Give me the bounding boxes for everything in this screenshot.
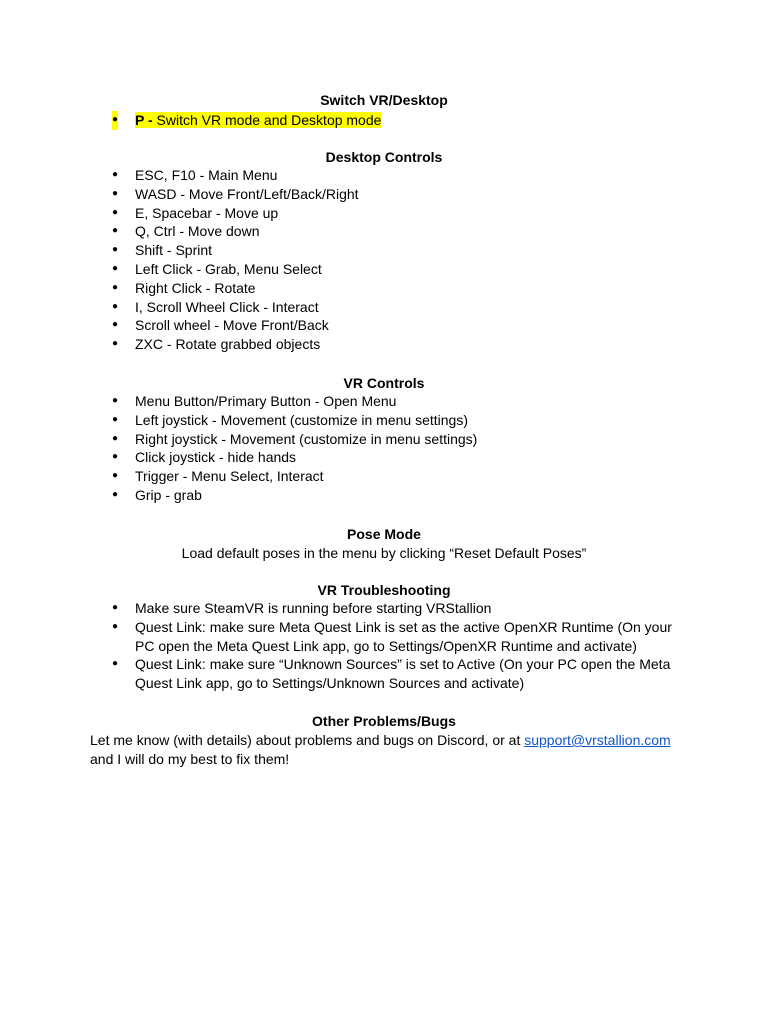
switch-key: P - bbox=[135, 112, 157, 128]
switch-list bbox=[112, 111, 672, 130]
list-item: ● Left joystick - Movement (customize in menu settings) bbox=[112, 411, 672, 430]
list-item: ● Click joystick - hide hands bbox=[112, 448, 672, 467]
other-text bbox=[90, 731, 680, 769]
other-heading: Other Problems/Bugs bbox=[312, 713, 456, 729]
vr-heading: VR Controls bbox=[343, 375, 425, 391]
list-item: ● ZXC - Rotate grabbed objects bbox=[112, 335, 672, 354]
list-item: ● Quest Link: make sure “Unknown Sources” is set to Active (On your PC open the Meta Quest Link app, go to Settings/Unknown Sources and activate) bbox=[112, 655, 672, 693]
list-item: ● WASD - Move Front/Left/Back/Right bbox=[112, 185, 672, 204]
list-item: ● ESC, F10 - Main Menu bbox=[112, 166, 672, 185]
list-item: ● Trigger - Menu Select, Interact bbox=[112, 467, 672, 486]
switch-text: Switch VR mode and Desktop mode bbox=[156, 112, 382, 128]
list-item: ● Right joystick - Movement (customize in menu settings) bbox=[112, 430, 672, 449]
list-item: ● Scroll wheel - Move Front/Back bbox=[112, 316, 672, 335]
list-item: ● Right Click - Rotate bbox=[112, 279, 672, 298]
desktop-heading: Desktop Controls bbox=[325, 149, 443, 165]
desktop-list bbox=[112, 166, 672, 354]
list-item: ● Make sure SteamVR is running before starting VRStallion bbox=[112, 599, 672, 618]
other-text-after: and I will do my best to fix them! bbox=[90, 751, 290, 767]
switch-heading: Switch VR/Desktop bbox=[320, 92, 448, 108]
support-email-link[interactable]: support@vrstallion.com bbox=[524, 732, 671, 748]
list-item bbox=[112, 111, 672, 130]
list-item: ● Shift - Sprint bbox=[112, 241, 672, 260]
list-item: ● Q, Ctrl - Move down bbox=[112, 222, 672, 241]
list-item: ● E, Spacebar - Move up bbox=[112, 204, 672, 223]
list-item: ● Quest Link: make sure Meta Quest Link is set as the active OpenXR Runtime (On your PC open the Meta Quest Link app, go to Settings/OpenXR Runtime and activate) bbox=[112, 618, 672, 656]
list-item: ● Menu Button/Primary Button - Open Menu bbox=[112, 392, 672, 411]
troubleshooting-list bbox=[112, 599, 672, 693]
vr-list bbox=[112, 392, 672, 505]
list-item: ● Grip - grab bbox=[112, 486, 672, 505]
list-item: ● I, Scroll Wheel Click - Interact bbox=[112, 298, 672, 317]
other-text-before: Let me know (with details) about problems and bugs on Discord, or at bbox=[90, 732, 525, 748]
pose-heading: Pose Mode bbox=[347, 526, 421, 542]
pose-text: Load default poses in the menu by clicking “Reset Default Poses” bbox=[181, 545, 587, 561]
list-item: ● Left Click - Grab, Menu Select bbox=[112, 260, 672, 279]
troubleshooting-heading: VR Troubleshooting bbox=[317, 582, 451, 598]
